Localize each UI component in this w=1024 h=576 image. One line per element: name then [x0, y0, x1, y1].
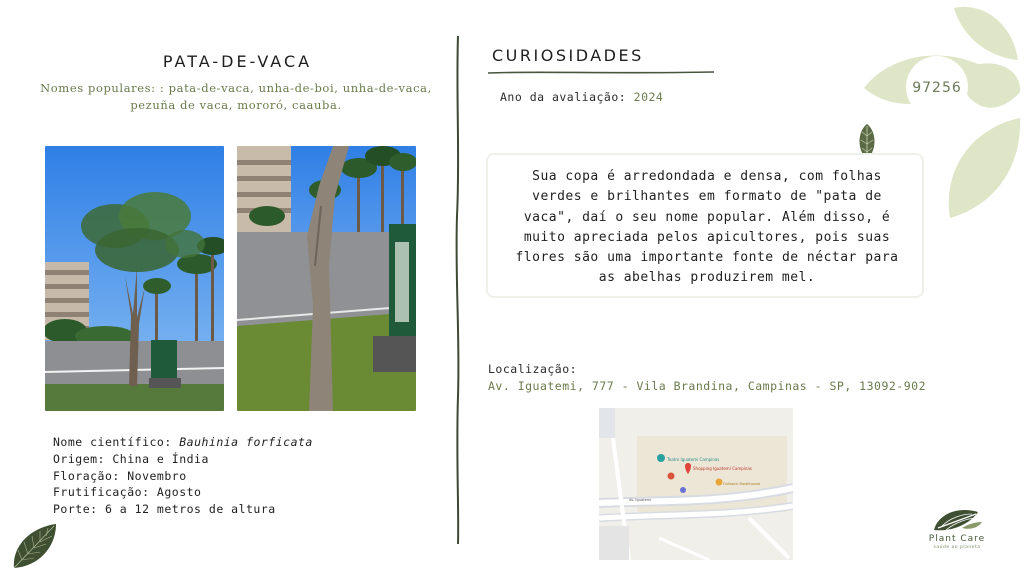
fact-scientific-value: Bauhinia forficata [179, 435, 313, 449]
fact-flowering: Floração: Novembro [53, 468, 187, 483]
evaluation-year [500, 90, 663, 104]
brand-tagline: saúde ao planeta [933, 545, 981, 550]
curiosity-text: Sua copa é arredondada e densa, com folhas verdes e brilhantes em formato de "pata de vaca", daí o seu nome popular. Além disso, é muito apreciada pelos apicultores, pois suas flores são uma importante fonte de néctar para as abelhas produzirem mel. [515, 169, 899, 286]
location-map[interactable] [599, 408, 793, 560]
map-pin-shop[interactable] [716, 479, 723, 486]
popular-names-value: pata-de-vaca, unha-de-boi, unha-de-vaca, pezuña de vaca, mororó, caauba. [130, 81, 432, 112]
map-label-shopping: Shopping Iguatemi Campinas [693, 466, 752, 471]
plant-facts [53, 434, 313, 518]
curiosities-underline [488, 69, 714, 77]
fact-origin: Origem: China e Índia [53, 451, 209, 466]
map-label-street: Av. Iguatemi [629, 498, 652, 502]
tree-code: 97256 [912, 80, 962, 96]
vertical-divider [452, 36, 464, 544]
plant-title: PATA-DE-VACA [162, 52, 313, 71]
brand-name: Plant Care [928, 534, 986, 544]
location-address: Av. Iguatemi, 777 - Vila Brandina, Campinas - SP, 13092-902 [488, 379, 926, 393]
popular-names [36, 80, 436, 114]
evaluation-year-label: Ano da avaliação: [500, 90, 627, 104]
evaluation-year-value: 2024 [633, 90, 664, 104]
map-pin-theater[interactable] [657, 454, 665, 462]
bottom-left-leaf-icon [8, 522, 60, 572]
fact-fruiting: Frutificação: Agosto [53, 485, 202, 500]
leaf-shape-bottom [949, 118, 1020, 218]
map-pin-restaurant[interactable] [668, 473, 675, 480]
map-label-theater: Teatro Iguatemi Campinas [667, 457, 720, 462]
leaf-shape-top [954, 7, 1018, 60]
tree-photo-2 [237, 146, 416, 411]
fact-size: Porte: 6 a 12 metros de altura [53, 502, 276, 517]
location-label: Localização: [488, 362, 578, 376]
fact-scientific-name [53, 434, 313, 451]
fact-scientific-label: Nome científico: [53, 435, 172, 449]
map-pin-transit[interactable] [680, 487, 686, 493]
tree-photo-1 [45, 146, 224, 411]
map-label-shop: Outback Steakhouse [723, 482, 761, 486]
curiosities-title: CURIOSIDADES [492, 46, 644, 65]
popular-names-label: Nomes populares: : [40, 81, 165, 95]
